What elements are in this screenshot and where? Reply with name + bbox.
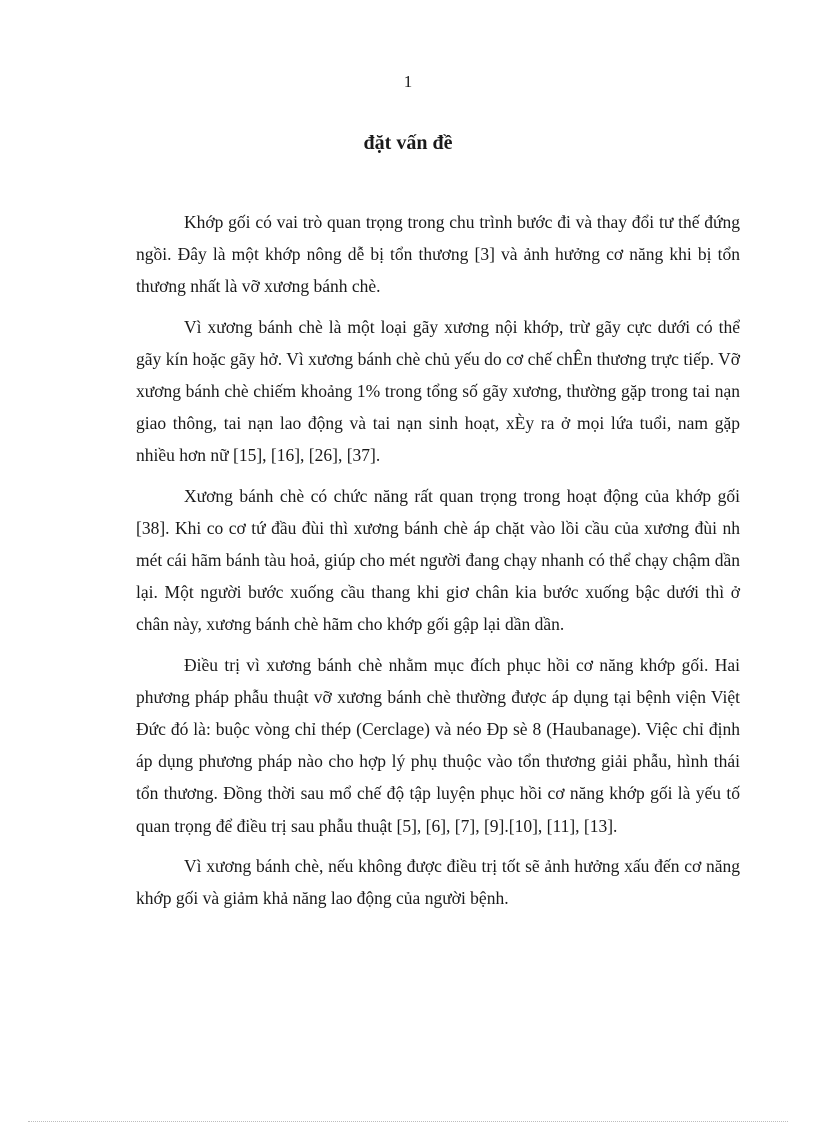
- paragraph-3: Xương bánh chè có chức năng rất quan trọng trong hoạt động của khớp gối [38]. Khi co cơ tứ đầu đùi thì xương bánh chè áp chặt vào lồi cầu của xương đùi nh mét cái hãm bánh tàu hoả, giúp cho mét người đang chạy nhanh có thể chạy chậm dần lại. Một người bước xuống cầu thang khi giơ chân kia bước xuống bậc dưới thì ở chân này, xương bánh chè hãm cho khớp gối gập lại dần dần.: [136, 485, 740, 635]
- page-title: đặt vấn đề: [363, 132, 453, 154]
- paragraph-1: Khớp gối có vai trò quan trọng trong chu trình bước đi và thay đổi tư thế đứng ngồi. Đây là một khớp nông dễ bị tổn thương [3] và ảnh hưởng cơ năng khi bị tổn thương nhất là vỡ xương bánh chè.: [136, 212, 740, 297]
- paragraph-2: Vì xương bánh chè là một loại gãy xương nội khớp, trừ gãy cực dưới có thể gãy kín hoặc gãy hở. Vì xương bánh chè chủ yếu do cơ chế chÊn thương trực tiếp. Vỡ xương bánh chè chiếm khoảng 1% trong tổng số gãy xương, thường gặp trong tai nạn giao thông, tai nạn lao động và tai nạn sinh hoạt, xÈy ra ở mọi lứa tuổi, nam gặp nhiều hơn nữ [15], [16], [26], [37].: [136, 316, 740, 466]
- paragraph-5: Vì xương bánh chè, nếu không được điều trị tốt sẽ ảnh hưởng xấu đến cơ năng khớp gối và giảm khả năng lao động của người bệnh.: [136, 855, 740, 909]
- page-number: 1: [403, 72, 413, 91]
- document-body: [136, 206, 740, 914]
- page-bottom-divider: [28, 1121, 788, 1122]
- paragraph-4: Điều trị vì xương bánh chè nhằm mục đích phục hồi cơ năng khớp gối. Hai phương pháp phẫu thuật vỡ xương bánh chè thường được áp dụng tại bệnh viện Việt Đức đó là: buộc vòng chỉ thép (Cerclage) và néo Ðp sè 8 (Haubanage). Việc chỉ định áp dụng phương pháp nào cho hợp lý phụ thuộc vào tổn thương giải phẫu, hình thái tổn thương. Đồng thời sau mổ chế độ tập luyện phục hồi cơ năng khớp gối là yếu tố quan trọng để điều trị sau phẫu thuật [5], [6], [7], [9].[10], [11], [13].: [136, 654, 740, 836]
